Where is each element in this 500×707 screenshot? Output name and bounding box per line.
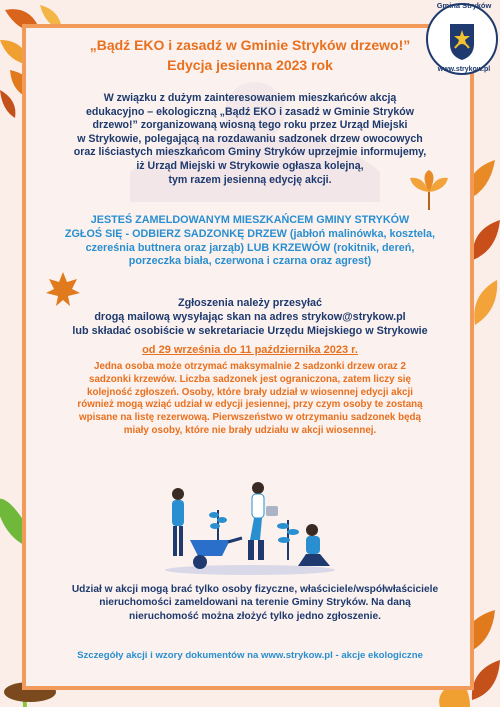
rules-line: również mogą wziąć udział w edycji jesiennej, przy czym osoby te zostaną <box>77 399 423 411</box>
footer-link-text[interactable]: Szczegóły akcji i wzory dokumentów na www.strykow.pl - akcje ekologiczne <box>77 650 423 661</box>
intro-line: edukacyjno – ekologiczną „Bądź EKO i zasadź w Gminie Stryków <box>86 105 414 118</box>
conditions-paragraph <box>60 583 450 623</box>
page-title: „Bądź EKO i zasadź w Gminie Stryków drzewo!” <box>89 37 411 53</box>
rules-line: wpisane na listę rezerwową. Pierwszeństwo w otrzymaniu sadzonek będą <box>79 412 421 424</box>
rules-line: kolejność zgłoszeń. Osoby, które brały udział w wiosennej edycji akcji <box>87 386 413 398</box>
submission-line: Zgłoszenia należy przesyłać <box>177 297 323 309</box>
registration-line: czereśnia buttnera oraz jarząb) LUB KRZEWÓW (rokitnik, dereń, <box>85 241 415 254</box>
intro-line: iż Urząd Miejski w Strykowie ogłasza kolejną, <box>136 159 364 172</box>
registration-block <box>30 214 470 269</box>
chestnut-leaf-icon <box>408 170 450 212</box>
intro-line: drzewo!” zorganizowaną wiosną tego roku przez Urząd Miejski <box>92 119 408 132</box>
rules-line: sadzonki krzewów. Liczba sadzonek jest ograniczona, zatem liczy się <box>89 373 411 385</box>
conditions-line: nieruchomości zameldowani na terenie Gminy Stryków. Na daną <box>99 597 411 609</box>
registration-line: porzeczka biała, czerwona i czarna oraz agrest) <box>128 255 372 268</box>
registration-line: ZGŁOŚ SIĘ - ODBIERZ SADZONKĘ DRZEW (jabłoń malinówka, kosztela, <box>64 227 436 240</box>
conditions-line: Udział w akcji mogą brać tylko osoby fizyczne, właściciele/współwłaściciele <box>71 584 439 595</box>
conditions-line: nieruchomość można złożyć tylko jedno zgłoszenie. <box>129 610 381 622</box>
intro-line: W związku z dużym zainteresowaniem mieszkańców akcją <box>103 92 397 104</box>
intro-line: tym razem jesienną edycję akcji. <box>168 173 332 186</box>
logo-url-text: www.strykow.pl <box>437 66 491 73</box>
submission-block <box>40 297 460 338</box>
submission-line: lub składać osobiście w sekretariacie Urzędu Miejskiego w Strykowie <box>72 324 428 337</box>
intro-line: w Strykowie, polegającą na rozdawaniu sadzonek drzew owocowych <box>77 132 423 145</box>
submission-line: drogą mailową wysyłając skan na adres strykow@strykow.pl <box>94 310 406 323</box>
rules-line: miały osoby, które nie brały udziału w akcji wiosennej. <box>123 424 377 436</box>
page-subtitle: Edycja jesienna 2023 rok <box>167 57 333 73</box>
rules-paragraph <box>55 361 445 438</box>
intro-paragraph <box>70 92 430 187</box>
logo-ring-text: Gmina Stryków <box>436 1 492 10</box>
planting-people-illustration <box>160 470 340 576</box>
date-range: od 29 września do 11 października 2023 r. <box>142 344 358 356</box>
rules-line: Jedna osoba może otrzymać maksymalnie 2 sadzonki drzew oraz 2 <box>94 361 406 372</box>
registration-heading: JESTEŚ ZAMELDOWANYM MIESZKAŃCEM GMINY STRYKÓW <box>90 214 410 226</box>
intro-line: oraz liściastych mieszkańcom Gminy Stryków uprzejmie informujemy, <box>73 146 427 159</box>
